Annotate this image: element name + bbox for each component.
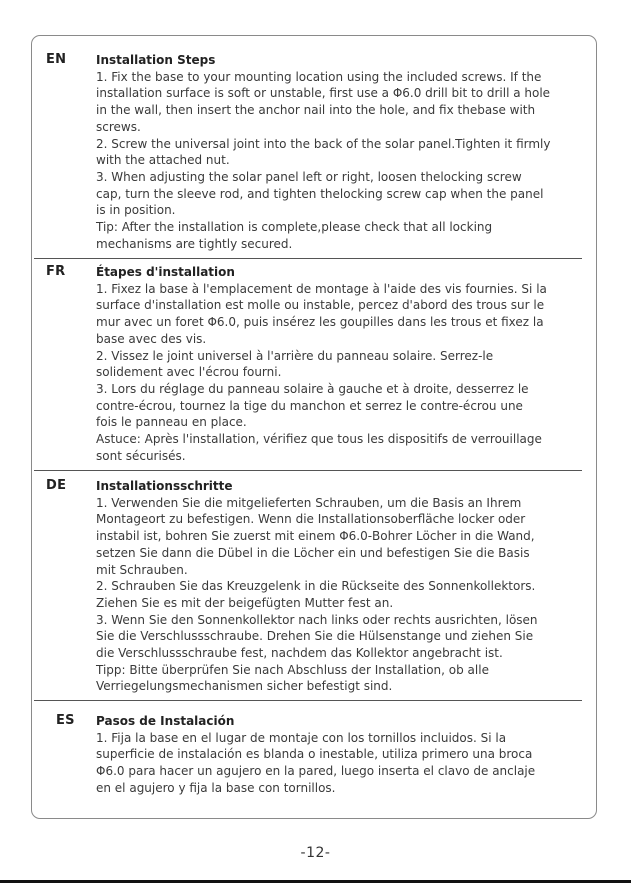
text-line: screws. <box>96 119 141 134</box>
text-line: 2. Screw the universal joint into the back of the solar panel.Tighten it firmly <box>96 136 551 151</box>
text-line: in the wall, then insert the anchor nail into the hole, and fix thebase with <box>96 103 536 118</box>
text-line: Astuce: Après l'installation, vérifiez que tous les dispositifs de verrouillage <box>96 432 542 447</box>
section-body-en <box>96 52 586 252</box>
text-line: is in position. <box>96 203 176 218</box>
text-line: 3. Wenn Sie den Sonnenkollektor nach links oder rechts ausrichten, lösen <box>96 612 538 627</box>
text-line: fois le panneau en place. <box>96 415 247 430</box>
text-line: 1. Fixez la base à l'emplacement de montage à l'aide des vis fournies. Si la <box>96 281 547 296</box>
text-line: 1. Fija la base en el lugar de montaje con los tornillos incluidos. Si la <box>96 730 507 745</box>
section-divider <box>34 470 582 471</box>
section-heading-en: Installation Steps <box>96 53 216 67</box>
text-line: base avec des vis. <box>96 331 207 346</box>
text-line: Ziehen Sie es mit der beigefügten Mutter fest an. <box>96 595 394 610</box>
section-body-de <box>96 478 586 695</box>
text-line: solidement avec l'écrou fourni. <box>96 365 282 380</box>
section-heading-fr: Étapes d'installation <box>96 265 235 279</box>
text-line: 3. When adjusting the solar panel left or right, loosen thelocking screw <box>96 169 522 184</box>
text-line: mechanisms are tightly secured. <box>96 236 293 251</box>
text-line: instabil ist, bohren Sie zuerst mit einem Φ6.0-Bohrer Löcher in die Wand, <box>96 529 535 544</box>
text-line: Montageort zu befestigen. Wenn die Installationsoberfläche locker oder <box>96 512 526 527</box>
text-line: superficie de instalación es blanda o inestable, utiliza primero una broca <box>96 747 533 762</box>
section-heading-de: Installationsschritte <box>96 479 233 493</box>
language-code-es: ES <box>56 713 75 728</box>
text-line: 1. Verwenden Sie die mitgelieferten Schrauben, um die Basis an Ihrem <box>96 495 522 510</box>
text-line: 1. Fix the base to your mounting location using the included screws. If the <box>96 69 542 84</box>
text-line: mur avec un foret Φ6.0, puis insérez les goupilles dans les trous et fixez la <box>96 315 544 330</box>
section-body-es <box>96 713 586 797</box>
text-line: with the attached nut. <box>96 153 230 168</box>
page-number: -12- <box>300 845 331 861</box>
text-line: 3. Lors du réglage du panneau solaire à gauche et à droite, desserrez le <box>96 381 529 396</box>
text-line: installation surface is soft or unstable, first use a Φ6.0 drill bit to drill a hole <box>96 86 551 101</box>
text-line: Tipp: Bitte überprüfen Sie nach Abschluss der Installation, ob alle <box>96 662 489 677</box>
text-line: surface d'installation est molle ou instable, percez d'abord des trous sur le <box>96 298 545 313</box>
language-code-fr: FR <box>46 264 66 279</box>
section-divider <box>34 700 582 701</box>
text-line: en el agujero y fija la base con tornillos. <box>96 780 336 795</box>
text-line: 2. Vissez le joint universel à l'arrière du panneau solaire. Serrez-le <box>96 348 494 363</box>
language-code-en: EN <box>46 52 67 67</box>
text-line: Tip: After the installation is complete,please check that all locking <box>96 220 493 235</box>
section-heading-es: Pasos de Instalación <box>96 714 235 728</box>
text-line: 2. Schrauben Sie das Kreuzgelenk in die Rückseite des Sonnenkollektors. <box>96 579 536 594</box>
section-body-fr <box>96 264 586 464</box>
text-line: setzen Sie dann die Dübel in die Löcher ein und befestigen Sie die Basis <box>96 545 530 560</box>
text-line: Sie die Verschlussschraube. Drehen Sie die Hülsenstange und ziehen Sie <box>96 629 534 644</box>
text-line: die Verschlussschraube fest, nachdem das Kollektor angebracht ist. <box>96 646 503 661</box>
content-card <box>31 35 597 819</box>
section-divider <box>34 258 582 259</box>
text-line: mit Schrauben. <box>96 562 188 577</box>
text-line: contre-écrou, tournez la tige du manchon et serrez le contre-écrou une <box>96 398 523 413</box>
text-line: cap, turn the sleeve rod, and tighten thelocking screw cap when the panel <box>96 186 544 201</box>
text-line: Verriegelungsmechanismen sicher befestigt sind. <box>96 679 393 694</box>
text-line: Φ6.0 para hacer un agujero en la pared, luego inserta el clavo de anclaje <box>96 764 536 779</box>
language-code-de: DE <box>46 478 67 493</box>
text-line: sont sécurisés. <box>96 448 186 463</box>
